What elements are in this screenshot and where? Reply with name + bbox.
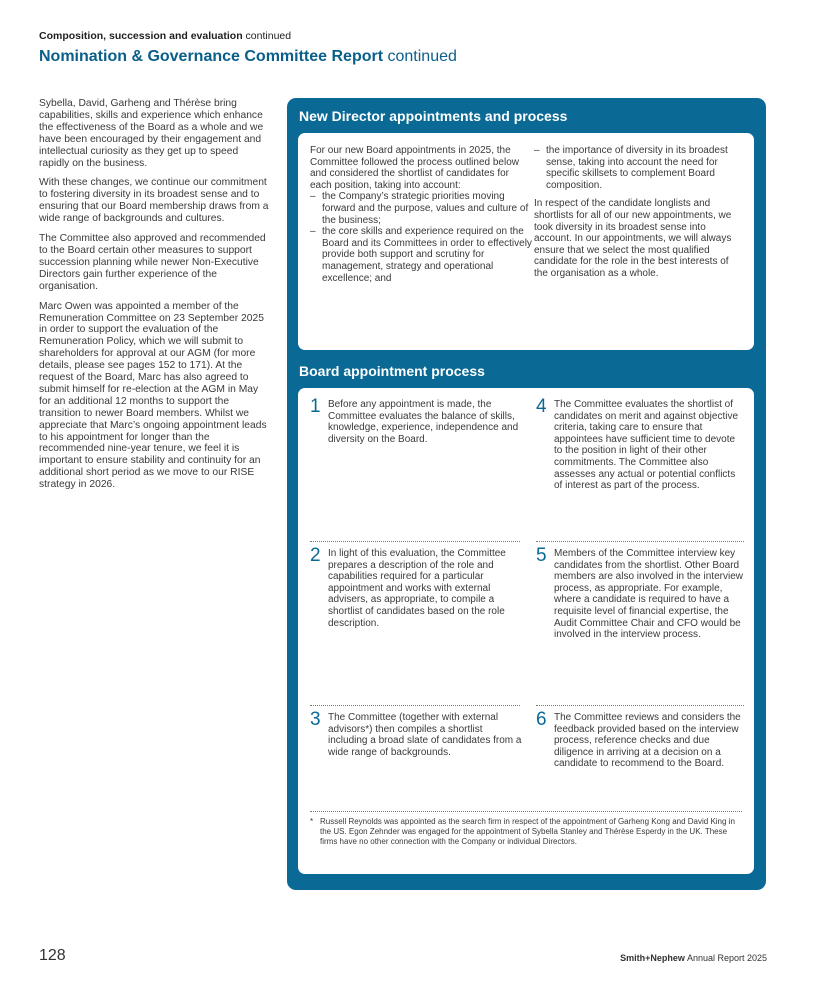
divider	[310, 811, 742, 812]
section-label: Composition, succession and evaluation continued	[39, 30, 292, 42]
left-paragraph: Sybella, David, Garheng and Thérèse bring capabilities, skills and experience which enhance the effectiveness of the Board as a whole and we have been encouraged by their engagement and intellectual curiosity as they get up to speed rapidly on the business.	[39, 98, 264, 169]
appointments-left-col	[310, 145, 532, 284]
appointments-intro: For our new Board appointments in 2025, the Committee followed the process outlined below and considered the shortlist of candidates for each position, taking into account:	[310, 145, 519, 191]
footnote-text: Russell Reynolds was appointed as the search firm in respect of the appointment of Garheng Kong and David King in the US. Egon Zehnder was engaged for the appointment of Sybella Stanley and Thérèse Esperdy in the UK. These firms have no other connection with the Company or individual Directors.	[320, 817, 735, 847]
appointments-right-col	[534, 145, 742, 287]
left-column	[39, 98, 271, 499]
step-text: The Committee evaluates the shortlist of candidates on merit and against objective criteria, taking care to ensure that appointees have sufficient time to devote to the position in light of their other commitments. The Committee also assesses any actual or potential conflicts of interest as part of the process.	[554, 399, 739, 492]
step-number: 4	[536, 396, 547, 417]
appointments-box	[298, 133, 754, 350]
footnote-mark: *	[310, 817, 314, 826]
process-box	[298, 388, 754, 874]
longlist-paragraph: In respect of the candidate longlists and shortlists for all of our new appointments, we took diversity in its broadest sense into account. In our appointments, we will always ensure that we select the most qualified candidate for the role in the best interests of the organisation as a whole.	[534, 198, 732, 279]
step-text: Members of the Committee interview key candidates from the shortlist. Other Board members are also involved in the interview process, as appropriate. For example, where a candidate is required to have a requisite level of financial expertise, the Audit Committee Chair and CFO would be involved in the interview process.	[554, 548, 743, 641]
page-number: 128	[39, 947, 66, 964]
step-text: The Committee reviews and considers the feedback provided based on the interview process, reference checks and due diligence in arriving at a decision on a candidate to recommend to the Board.	[554, 712, 741, 770]
appointments-heading: New Director appointments and process	[299, 108, 568, 124]
divider	[310, 541, 520, 542]
left-paragraph: With these changes, we continue our commitment to fostering diversity in its broadest sense and to ensuring that our Board membership draws from a wide range of backgrounds and cultures.	[39, 177, 269, 225]
step-text: In light of this evaluation, the Committee prepares a description of the role and capabilities required for a particular appointment and works with external advisers, as appropriate, to compile a shortlist of candidates based on the role description.	[328, 548, 506, 629]
criteria-item: – the Company’s strategic priorities moving forward and the purpose, values and culture of the business;	[310, 191, 529, 226]
divider	[536, 541, 744, 542]
criteria-item: – the importance of diversity in its broadest sense, taking into account the need for specific skillsets to complement Board composition.	[534, 145, 728, 191]
page-header	[39, 30, 799, 68]
divider	[536, 705, 744, 706]
step-text: The Committee (together with external advisors*) then compiles a shortlist including a broad slate of candidates from a wide range of backgrounds.	[328, 712, 522, 758]
left-paragraph: The Committee also approved and recommended to the Board certain other measures to support succession planning while newer Non-Executive Directors gain further experience of the organisation.	[39, 233, 266, 292]
criteria-list-cont	[534, 145, 742, 191]
criteria-item: – the core skills and experience required on the Board and its Committees in order to effectively provide both support and scrutiny for management, strategy and operational excellence; and	[310, 226, 532, 284]
step-number: 3	[310, 709, 321, 730]
step-number: 2	[310, 545, 321, 566]
step-number: 5	[536, 545, 547, 566]
criteria-list	[310, 191, 532, 284]
left-paragraph: Marc Owen was appointed a member of the Remuneration Committee on 23 September 2025 in order to support the evaluation of the Remuneration Policy, which we will submit to shareholders for approval at our AGM (for more details, please see pages 152 to 171). At the request of the Board, Marc has also agreed to submit himself for re-election at the AGM in May for an additional 12 months to support the transition to newer Board members. Whilst we appreciate that Marc’s ongoing appointment leads to his appointment for longer than the recommended nine-year tenure, we feel it is important to ensure stability and continuity for an additional short period as we move to our RISE strategy in 2026.	[39, 300, 267, 491]
step-number: 6	[536, 709, 547, 730]
footer-brand: Smith+Nephew Annual Report 2025	[620, 953, 767, 963]
page-title: Nomination & Governance Committee Report continued	[39, 48, 457, 65]
divider	[310, 705, 520, 706]
process-heading: Board appointment process	[299, 363, 485, 379]
appointments-panel	[287, 98, 766, 890]
step-number: 1	[310, 396, 321, 417]
step-text: Before any appointment is made, the Committee evaluates the balance of skills, knowledge, experience, independence and diversity on the Board.	[328, 399, 519, 445]
